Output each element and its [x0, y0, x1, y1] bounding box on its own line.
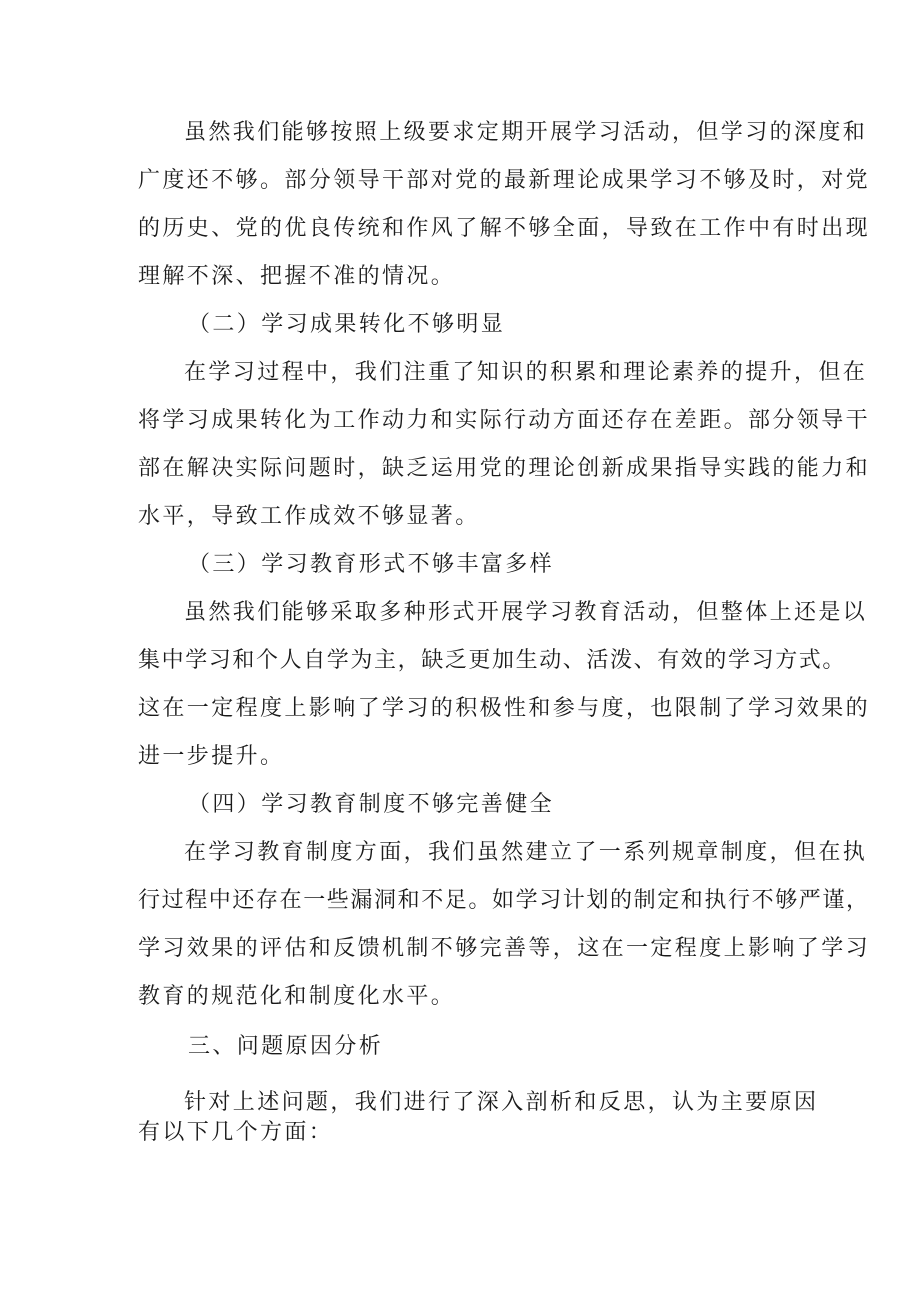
paragraph-line: 的历史、党的优良传统和作风了解不够全面，导致在工作中有时出现 — [138, 216, 871, 241]
paragraph-line: 部在解决实际问题时，缺乏运用党的理论创新成果指导实践的能力和 — [138, 456, 871, 481]
paragraph-line: 有以下几个方面： — [138, 1120, 334, 1145]
paragraph-line: 这在一定程度上影响了学习的积极性和参与度，也限制了学习效果的 — [138, 696, 871, 721]
paragraph-line: 教育的规范化和制度化水平。 — [138, 984, 456, 1009]
section-title: 三、问题原因分析 — [188, 1034, 384, 1059]
paragraph-line: 学习效果的评估和反馈机制不够完善等，这在一定程度上影响了学习 — [138, 936, 871, 961]
paragraph-line: 虽然我们能够按照上级要求定期开展学习活动，但学习的深度和 — [184, 120, 868, 145]
paragraph-line: 在学习过程中，我们注重了知识的积累和理论素养的提升，但在 — [184, 360, 868, 385]
paragraph-line: 行过程中还存在一些漏洞和不足。如学习计划的制定和执行不够严谨， — [138, 888, 870, 913]
section-heading: （三）学习教育形式不够丰富多样 — [188, 552, 555, 577]
paragraph-line: 在学习教育制度方面，我们虽然建立了一系列规章制度，但在执 — [184, 840, 868, 865]
paragraph-line: 进一步提升。 — [138, 744, 285, 769]
paragraph-line: 广度还不够。部分领导干部对党的最新理论成果学习不够及时，对党 — [138, 168, 871, 193]
section-heading: （二）学习成果转化不够明显 — [188, 312, 506, 337]
paragraph-line: 理解不深、把握不准的情况。 — [138, 264, 456, 289]
paragraph-line: 虽然我们能够采取多种形式开展学习教育活动，但整体上还是以 — [184, 600, 868, 625]
paragraph-line: 集中学习和个人自学为主，缺乏更加生动、活泼、有效的学习方式。 — [138, 648, 847, 673]
section-heading: （四）学习教育制度不够完善健全 — [188, 792, 555, 817]
paragraph-line: 针对上述问题，我们进行了深入剖析和反思，认为主要原因 — [184, 1090, 819, 1115]
paragraph-line: 水平，导致工作成效不够显著。 — [138, 504, 480, 529]
paragraph-line: 将学习成果转化为工作动力和实际行动方面还存在差距。部分领导干 — [138, 408, 871, 433]
